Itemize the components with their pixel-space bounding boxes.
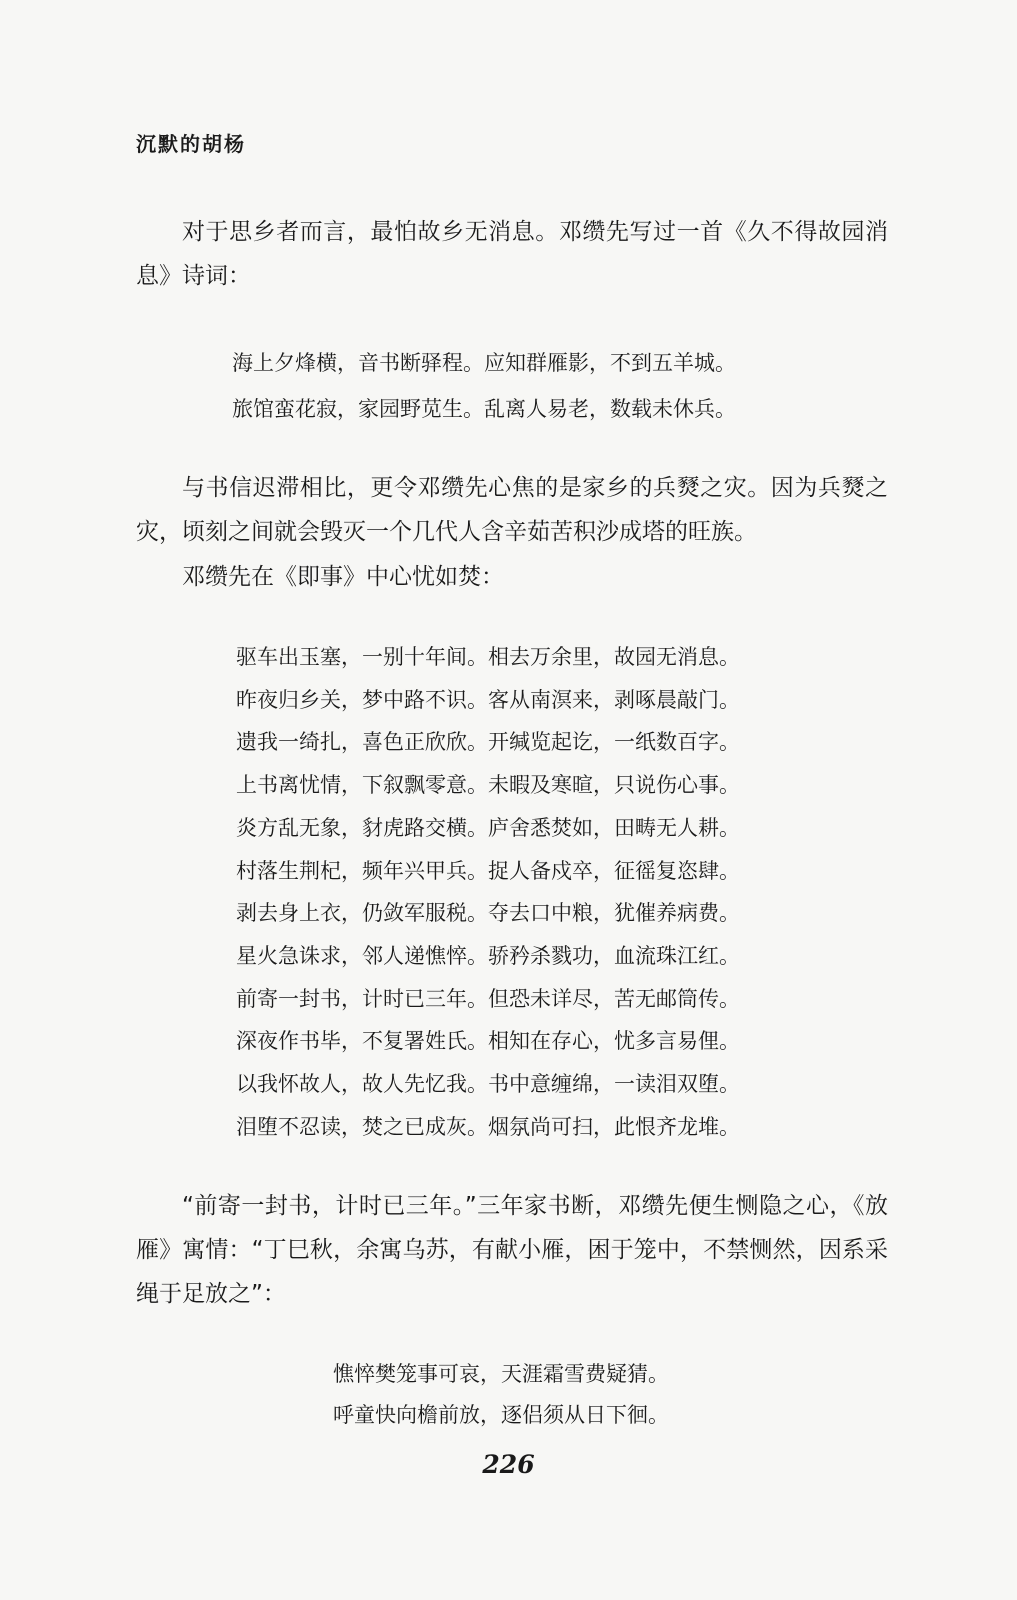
poem-line: 驱车出玉塞，一别十年间。相去万余里，故园无消息。: [236, 645, 740, 669]
poem-line: 上书离忧情，下叙飘零意。未暇及寒暄，只说伤心事。: [236, 773, 740, 798]
poem-jishi: [236, 636, 740, 1148]
paragraph-text: 与书信迟滞相比，更令邓缵先心焦的是家乡的兵燹之灾。因为兵燹之灾，顷刻之间就会毁灭一个几代人含辛茹苦积沙成塔的旺族。: [136, 475, 888, 545]
poem-line: 呼童快向檐前放，逐侣须从日下徊。: [333, 1403, 669, 1427]
poem-line: 遗我一绮扎，喜色正欣欣。开缄览起讫，一纸数百字。: [236, 730, 740, 755]
poem-line: 昨夜归乡关，梦中路不识。客从南溟来，剥啄晨敲门。: [236, 687, 740, 712]
page-number: 226: [482, 1450, 535, 1479]
poem-line: 憔悴樊笼事可哀，天涯霜雪费疑猜。: [333, 1362, 669, 1386]
poem-line: 海上夕烽横，音书断驿程。应知群雁影，不到五羊城。: [232, 351, 736, 375]
paragraph-intro: [136, 210, 888, 298]
paragraph-fang-yan-intro: [136, 1184, 888, 1316]
paragraph-text: “前寄一封书，计时已三年。”三年家书断，邓缵先便生恻隐之心，《放雁》寓情：“丁巳秋，余寓乌苏，有献小雁，困于笼中，不禁恻然，因系采绳于足放之”：: [136, 1193, 888, 1307]
poem-line: 星火急诛求，邻人递憔悴。骄矜杀戮功，血流珠江红。: [236, 943, 740, 968]
poem-line: 以我怀故人，故人先忆我。书中意缠绵，一读泪双堕。: [236, 1072, 740, 1097]
poem-line: 炎方乱无象，豺虎路交横。庐舍悉焚如，田畴无人耕。: [236, 815, 740, 840]
poem-line: 泪堕不忍读，焚之已成灰。烟氛尚可扫，此恨齐龙堆。: [236, 1114, 740, 1139]
poem-line: 前寄一封书，计时已三年。但恐未详尽，苦无邮筒传。: [236, 986, 740, 1011]
paragraph-jishi-intro: [136, 555, 888, 599]
running-header: 沉默的胡杨: [136, 132, 246, 156]
poem-line: 旅馆蛮花寂，家园野苋生。乱离人易老，数载未休兵。: [232, 397, 736, 421]
poem-line: 村落生荆杞，频年兴甲兵。捉人备戍卒，征徭复恣肆。: [236, 858, 740, 883]
paragraph-war-disaster: [136, 466, 888, 554]
poem-line: 剥去身上衣，仍敛军服税。夺去口中粮，犹催养病费。: [236, 901, 740, 926]
paragraph-text: 邓缵先在《即事》中心忧如焚：: [182, 564, 504, 590]
poem-fang-yan: [333, 1354, 669, 1436]
poem-line: 深夜作书毕，不复署姓氏。相知在存心，忧多言易俚。: [236, 1029, 740, 1054]
paragraph-text: 对于思乡者而言，最怕故乡无消息。邓缵先写过一首《久不得故园消息》诗词：: [136, 219, 888, 289]
poem-jiu-bu-de-guyuan-xiaoxi: [232, 340, 736, 432]
